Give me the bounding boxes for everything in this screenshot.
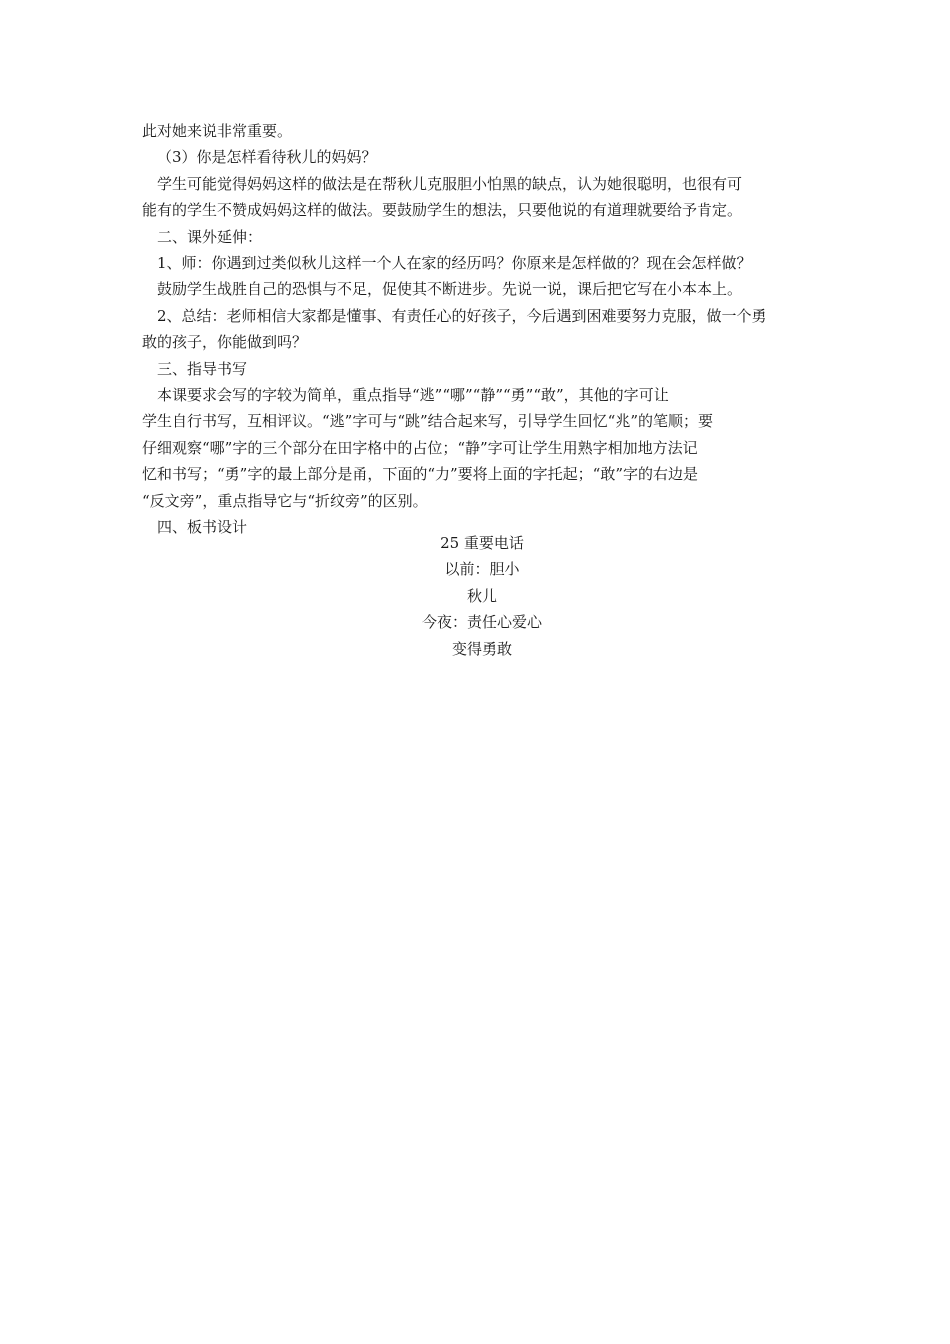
text-line: 忆和书写；“勇”字的最上部分是甬，下面的“力”要将上面的字托起；“敢”字的右边是 xyxy=(142,465,699,484)
board-result: 变得勇敢 xyxy=(451,639,512,658)
section-heading: 四、板书设计 xyxy=(157,518,248,537)
section-heading: 三、指导书写 xyxy=(157,359,248,378)
text-line: 能有的学生不赞成妈妈这样的做法。要鼓励学生的想法，只要他说的有道理就要给予肯定。 xyxy=(142,201,743,220)
text-line: 此对她来说非常重要。 xyxy=(142,122,293,140)
board-before: 以前：胆小 xyxy=(444,560,520,579)
text-line: 本课要求会写的字较为简单，重点指导“逃”“哪”“静”“勇”“敢”，其他的字可让 xyxy=(157,386,669,405)
text-line: 1、师：你遇到过类似秋儿这样一个人在家的经历吗？你原来是怎样做的？现在会怎样做？ xyxy=(157,254,752,273)
board-tonight: 今夜：责任心爱心 xyxy=(421,613,542,632)
text-line: 学生可能觉得妈妈这样的做法是在帮秋儿克服胆小怕黑的缺点，认为她很聪明，也很有可 xyxy=(157,174,743,193)
document-body xyxy=(142,118,822,541)
board-title: 25 重要电话 xyxy=(440,534,524,552)
text-line: 2、总结：老师相信大家都是懂事、有责任心的好孩子，今后遇到困难要努力克服，做一个勇 xyxy=(157,306,767,325)
text-line: 仔细观察“哪”字的三个部分在田字格中的占位；“静”字可让学生用熟字相加地方法记 xyxy=(142,438,698,457)
board-name: 秋儿 xyxy=(466,586,497,605)
board-design xyxy=(142,530,822,662)
text-line: 鼓励学生战胜自己的恐惧与不足，促使其不断进步。先说一说，课后把它写在小本本上。 xyxy=(157,280,743,299)
text-line: 敢的孩子，你能做到吗？ xyxy=(142,333,308,352)
text-line: 学生自行书写，互相评议。“逃”字可与“跳”结合起来写，引导学生回忆“兆”的笔顺；要 xyxy=(142,412,714,431)
question-heading: （3）你是怎样看待秋儿的妈妈？ xyxy=(157,148,377,167)
section-heading: 二、课外延伸： xyxy=(157,227,263,246)
text-line: “反文旁”，重点指导它与“折纹旁”的区别。 xyxy=(142,491,428,510)
